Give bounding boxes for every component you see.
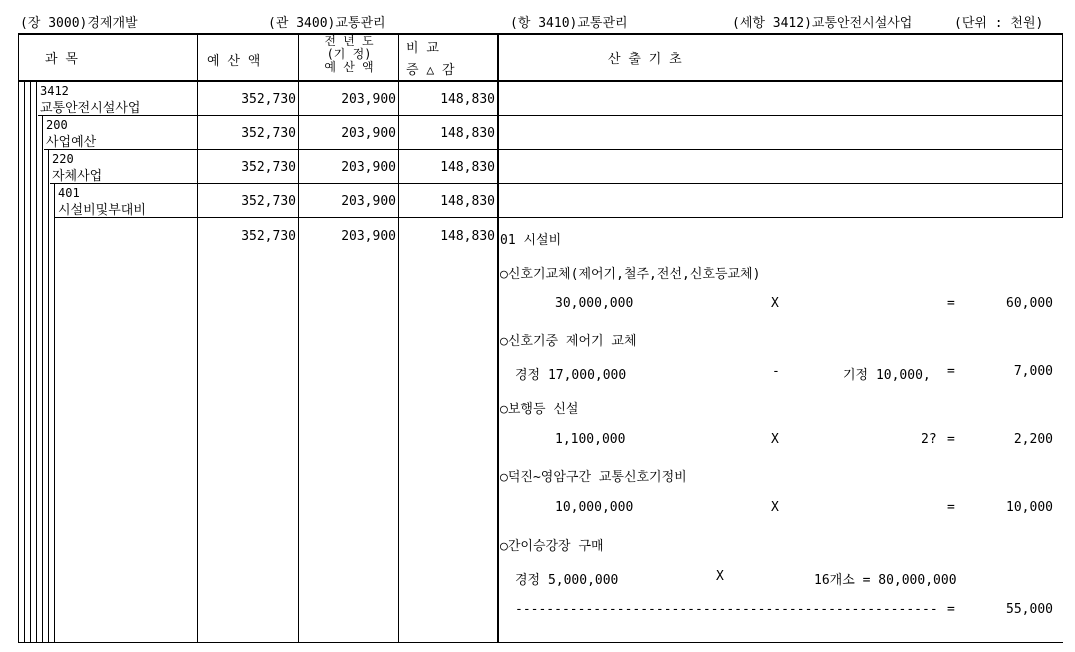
calc-result: 10,000 [1006,500,1053,515]
header-compare-line1: 비 교 [406,41,439,56]
calc-line: ○덕진~영암구간 교통신호기정비 [500,470,687,485]
calc-amount: 10,000,000 [555,500,634,515]
calc-operator: X [771,500,779,515]
calc-line: ○신호기교체(제어기,철주,전선,신호등교체) [500,267,761,282]
calc-equals: = [947,500,955,515]
calc-line: 01 시설비 [500,233,562,248]
calc-operator: X [771,432,779,447]
calc-equals: = [947,364,955,379]
row-prev: 203,900 [341,126,396,141]
row-prev: 203,900 [341,160,396,175]
detail-prev: 203,900 [341,229,396,244]
calc-amount: 1,100,000 [555,432,626,447]
row-diff: 148,830 [440,126,495,141]
detail-budget: 352,730 [241,229,296,244]
calc-amount: 30,000,000 [555,296,634,311]
calc-result: 60,000 [1006,296,1053,311]
section-label: (관 3400)교통관리 [268,16,386,31]
row-name: 시설비및부대비 [58,203,146,218]
row-name: 자체사업 [52,169,103,184]
calc-separator: ------------------------------------------------------ [515,602,938,617]
row-budget: 352,730 [241,92,296,107]
calc-equals: = [947,296,955,311]
unit-label: (단위 : 천원) [954,16,1044,31]
header-prev-line2: (기 정) [326,47,372,61]
header-budget: 예 산 액 [207,54,261,69]
row-prev: 203,900 [341,194,396,209]
calc-note: 16개소 = 80,000,000 [814,573,957,588]
subitem-label: (세항 3412)교통안전시설사업 [732,16,913,31]
calc-line: ○간이승강장 구매 [500,539,604,554]
chapter-label: (장 3000)경제개발 [20,16,138,31]
row-diff: 148,830 [440,194,495,209]
row-code: 200 [46,118,68,132]
detail-diff: 148,830 [440,229,495,244]
calc-operator: X [771,296,779,311]
calc-equals: = [947,602,955,617]
row-code: 401 [58,186,80,200]
calc-operator: - [772,364,780,379]
calc-line: ○신호기중 제어기 교체 [500,334,637,349]
header-compare-line2: 증 △ 감 [406,63,455,78]
calc-note: 2? [921,432,937,447]
calc-result: 55,000 [1006,602,1053,617]
calc-operator: X [716,569,724,584]
calc-line: ○보행등 신설 [500,402,579,417]
row-diff: 148,830 [440,92,495,107]
row-budget: 352,730 [241,160,296,175]
header-basis: 산 출 기 초 [608,52,682,67]
calc-note: 기정 10,000, [843,368,931,383]
calc-result: 2,200 [1013,432,1053,447]
row-budget: 352,730 [241,126,296,141]
item-label: (항 3410)교통관리 [510,16,628,31]
header-prev-line3: 예 산 액 [324,60,374,74]
row-diff: 148,830 [440,160,495,175]
header-subject: 과 목 [45,52,78,67]
calc-equals: = [947,432,955,447]
calc-amount: 경정 17,000,000 [515,368,627,383]
row-budget: 352,730 [241,194,296,209]
row-name: 사업예산 [46,135,97,150]
row-name: 교통안전시설사업 [40,101,141,116]
calc-result: 7,000 [1013,364,1053,379]
calc-amount: 경정 5,000,000 [515,573,619,588]
header-prev-line1: 전 년 도 [324,34,374,48]
row-prev: 203,900 [341,92,396,107]
row-code: 220 [52,152,74,166]
row-code: 3412 [40,84,69,98]
